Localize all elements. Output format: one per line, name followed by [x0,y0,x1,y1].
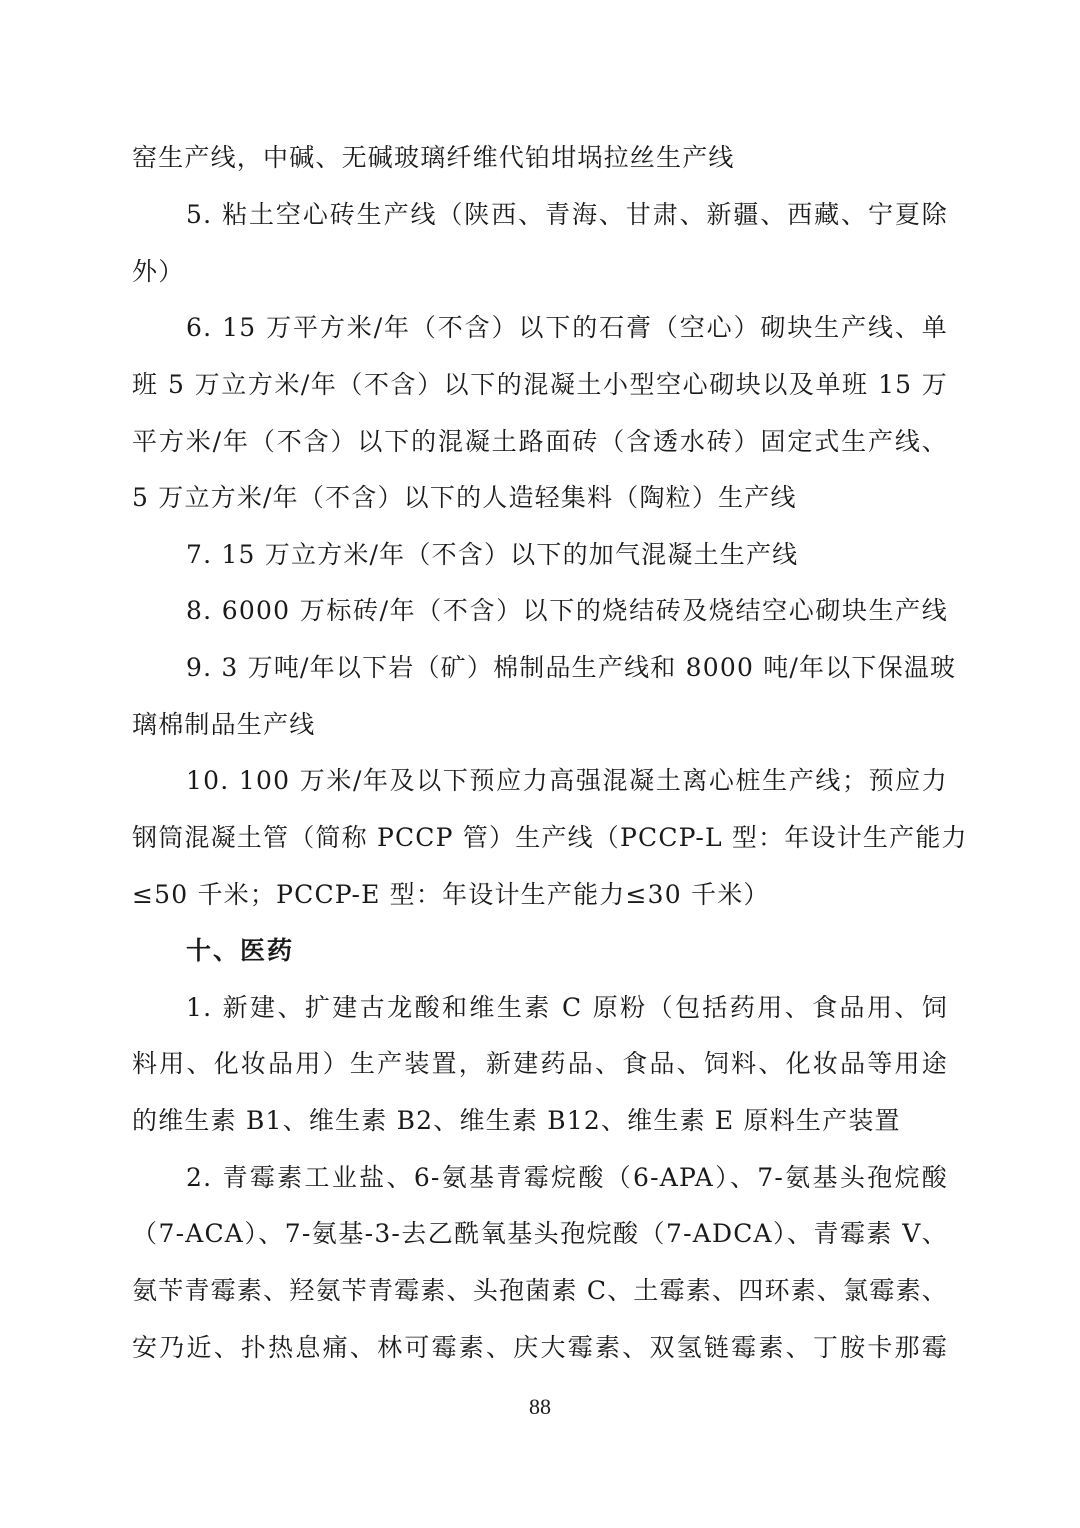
text-line: 的维生素 B1、维生素 B2、维生素 B12、维生素 E 原料生产装置 [132,1106,901,1135]
text-line: 5 万立方米/年（不含）以下的人造轻集料（陶粒）生产线 [132,483,797,512]
text-line: 璃棉制品生产线 [132,710,316,739]
text-line: 外） [132,257,185,286]
text-line: （7-ACA）、7-氨基-3-去乙酰氧基头孢烷酸（7-ADCA）、青霉素 V、 [132,1219,948,1248]
text-line: 平方米/年（不含）以下的混凝土路面砖（含透水砖）固定式生产线、 [132,427,948,456]
text-line: 窑生产线，中碱、无碱玻璃纤维代铂坩埚拉丝生产线 [132,143,735,172]
list-item-1: 1. 新建、扩建古龙酸和维生素 C 原粉（包括药用、食品用、饲 [186,993,948,1022]
text-line: 班 5 万立方米/年（不含）以下的混凝土小型空心砌块以及单班 15 万 [132,370,948,399]
section-heading: 十、医药 [186,936,295,965]
text-line: 安乃近、扑热息痛、林可霉素、庆大霉素、双氢链霉素、丁胺卡那霉 [132,1333,948,1362]
list-item-5: 5. 粘土空心砖生产线（陕西、青海、甘肃、新疆、西藏、宁夏除 [186,200,948,229]
list-item-9: 9. 3 万吨/年以下岩（矿）棉制品生产线和 8000 吨/年以下保温玻 [186,653,957,682]
list-item-6: 6. 15 万平方米/年（不含）以下的石膏（空心）砌块生产线、单 [186,313,948,342]
text-line: 氨苄青霉素、羟氨苄青霉素、头孢菌素 C、土霉素、四环素、氯霉素、 [132,1276,948,1305]
list-item-8: 8. 6000 万标砖/年（不含）以下的烧结砖及烧结空心砌块生产线 [186,596,948,625]
text-line: 料用、化妆品用）生产装置，新建药品、食品、饲料、化妆品等用途 [132,1049,948,1078]
list-item-10: 10. 100 万米/年及以下预应力高强混凝土离心桩生产线；预应力 [186,766,948,795]
text-line: ≤50 千米；PCCP-E 型：年设计生产能力≤30 千米） [132,880,770,909]
list-item-7: 7. 15 万立方米/年（不含）以下的加气混凝土生产线 [186,540,799,569]
list-item-2: 2. 青霉素工业盐、6-氨基青霉烷酸（6-APA）、7-氨基头孢烷酸 [186,1163,948,1192]
text-line: 钢筒混凝土管（简称 PCCP 管）生产线（PCCP-L 型：年设计生产能力 [132,823,968,852]
page-number: 88 [529,1394,551,1419]
